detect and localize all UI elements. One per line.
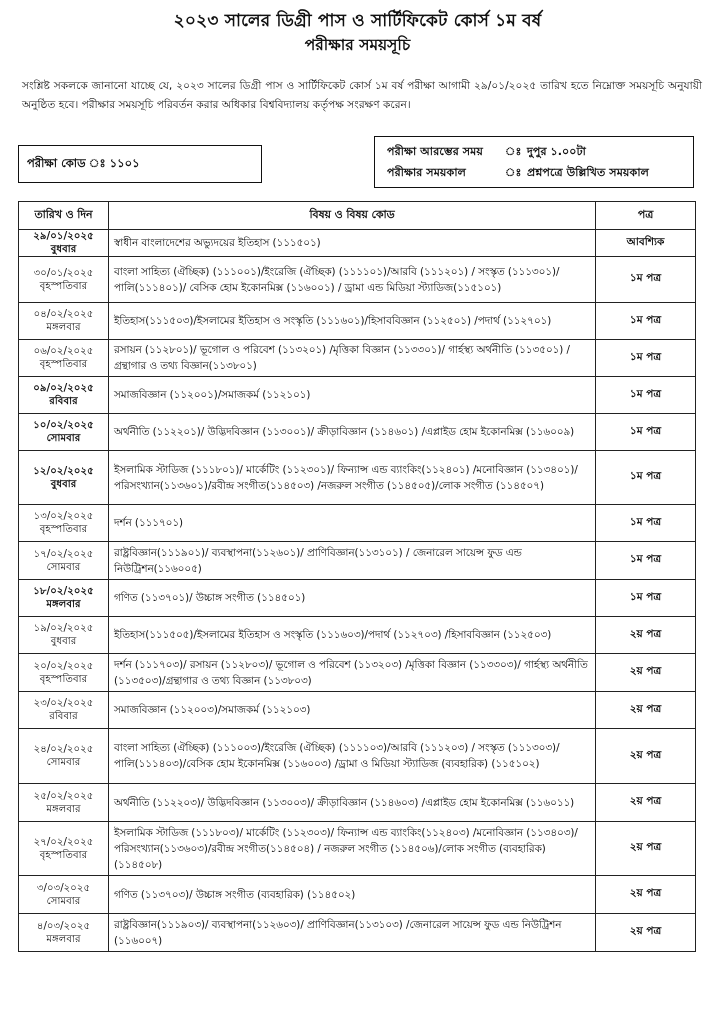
start-time-row (387, 142, 693, 163)
subject-cell: সমাজবিজ্ঞান (১১২০০১)/সমাজকর্ম (১১২১০১) (109, 377, 596, 414)
exam-day: সোমবার (46, 433, 81, 444)
exam-day: বুধবার (50, 244, 77, 255)
exam-date: ০৯/০২/২০২৫ (33, 383, 94, 394)
subject-cell: ইতিহাস(১১১৫০৫)/ইসলামের ইতিহাস ও সংস্কৃতি (১১১৬০৩)/পদার্থ (১১২৭০৩) /হিসাববিজ্ঞান (১১২৫০৩) (109, 617, 596, 654)
exam-date: ২৯/০১/২০২৫ (33, 231, 94, 242)
table-row (19, 692, 696, 729)
date-cell (19, 692, 109, 729)
exam-day: মঙ্গলবার (46, 803, 81, 815)
table-row (19, 505, 696, 542)
table-row (19, 914, 696, 952)
table-row (19, 230, 696, 257)
header-date: তারিখ ও দিন (19, 202, 109, 230)
notice-paragraph: সংশ্লিষ্ট সকলকে জানানো যাচ্ছে যে, ২০২৩ সালের ডিগ্রী পাস ও সার্টিফিকেট কোর্স ১ম বর্ষ পরীক্ষা আগামী ২৯/০১/২০২৫ তারিখ হতে নিম্নোক্ত সময়সূচি অনুযায়ী অনুষ্ঠিত হবে। পরীক্ষার সময়সূচি পরিবর্তন করার অধিকার বিশ্ববিদ্যালয় কর্তৃপক্ষ সংরক্ষণ করেন। (22, 80, 702, 111)
date-cell (19, 784, 109, 822)
paper-cell: আবশ্যিক (596, 230, 696, 257)
header-paper: পত্র (596, 202, 696, 230)
exam-day: বৃহস্পতিবার (39, 524, 88, 535)
date-cell (19, 451, 109, 505)
exam-date: ১৯/০২/২০২৫ (33, 623, 94, 634)
subject-cell: দর্শন (১১১৭০১) (109, 505, 596, 542)
paper-cell: ১ম পত্র (596, 542, 696, 580)
date-cell (19, 377, 109, 414)
duration-label: পরীক্ষার সময়কাল (387, 166, 466, 179)
document-title: ২০২৩ সালের ডিগ্রী পাস ও সার্টিফিকেট কোর্স ১ম বর্ষ (173, 11, 542, 31)
exam-date: ০৬/০২/২০২৫ (33, 346, 94, 357)
table-row (19, 414, 696, 451)
date-cell (19, 542, 109, 580)
exam-day: বৃহস্পতিবার (39, 280, 88, 292)
subject-cell: দর্শন (১১১৭০৩)/ রসায়ন (১১২৮০৩)/ ভূগোল ও পরিবেশ (১১৩২০৩) /মৃত্তিকা বিজ্ঞান (১১৩৩০৩)/ গার্হস্থ্য অর্থনীতি (১১৩৫০৩)/গ্রন্থাগার ও তথ্য বিজ্ঞান (১১৩৮০৩) (109, 654, 596, 692)
start-time-label: পরীক্ষা আরম্ভের সময় (387, 145, 483, 158)
table-row (19, 876, 696, 914)
exam-date: ২৪/০২/২০২৫ (33, 744, 94, 755)
paper-cell: ১ম পত্র (596, 257, 696, 303)
table-row (19, 257, 696, 303)
subject-cell: অর্থনীতি (১১২২০৩)/ উদ্ভিদবিজ্ঞান (১১৩০০৩)/ ক্রীড়াবিজ্ঞান (১১৪৬০৩) /এপ্লাইড হোম ইকোনমিক্স (১১৬০১১) (109, 784, 596, 822)
exam-date: ১০/০২/২০২৫ (33, 420, 94, 431)
paper-cell: ১ম পত্র (596, 451, 696, 505)
table-header-row (19, 202, 696, 230)
subject-cell: বাংলা সাহিত্য (ঐচ্ছিক) (১১১০০১)/ইংরেজি (ঐচ্ছিক) (১১১১০১)/আরবি (১১১২০১) / সংস্কৃত (১১১৩০১)/ পালি(১১১৪০১)/ বেসিক হোম ইকোনমিক্স (১১৬০০১) / ড্রামা এন্ড মিডিয়া স্ট্যাডিজ(১১৫১০১) (109, 257, 596, 303)
table-row (19, 784, 696, 822)
table-row (19, 580, 696, 617)
paper-cell: ১ম পত্র (596, 414, 696, 451)
exam-date: ১৩/০২/২০২৫ (33, 511, 94, 522)
paper-cell: ২য় পত্র (596, 692, 696, 729)
paper-cell: ২য় পত্র (596, 617, 696, 654)
exam-date: ১২/০২/২০২৫ (33, 465, 94, 477)
subject-cell: রসায়ন (১১২৮০১)/ ভূগোল ও পরিবেশ (১১৩২০১) /মৃত্তিকা বিজ্ঞান (১১৩৩০১)/ গার্হস্থ্য অর্থনীতি (১১৩৫০১) / গ্রন্থাগার ও তথ্য বিজ্ঞান(১১৩৮০১) (109, 340, 596, 377)
document-subtitle: পরীক্ষার সময়সূচি (304, 35, 411, 54)
subject-cell: অর্থনীতি (১১২২০১)/ উদ্ভিদবিজ্ঞান (১১৩০০১)/ ক্রীড়াবিজ্ঞান (১১৪৬০১) /এপ্লাইড হোম ইকোনমিক্স (১১৬০০৯) (109, 414, 596, 451)
exam-day: বৃহস্পতিবার (39, 359, 88, 370)
duration-row (387, 163, 693, 184)
date-cell (19, 580, 109, 617)
paper-cell: ১ম পত্র (596, 580, 696, 617)
table-row (19, 542, 696, 580)
exam-day: সোমবার (46, 895, 81, 907)
exam-code-box (18, 145, 262, 183)
duration-value: প্রশ্নপত্রে উল্লিখিত সময়কাল (527, 166, 649, 179)
exam-day: সোমবার (46, 757, 81, 768)
paper-cell: ২য় পত্র (596, 876, 696, 914)
paper-cell: ২য় পত্র (596, 822, 696, 876)
paper-cell: ২য় পত্র (596, 729, 696, 784)
exam-day: মঙ্গলবার (46, 933, 81, 945)
header-subject: বিষয় ও বিষয় কোড (109, 202, 596, 230)
paper-cell: ১ম পত্র (596, 340, 696, 377)
exam-date: ১৭/০২/২০২৫ (33, 548, 94, 560)
paper-cell: ২য় পত্র (596, 784, 696, 822)
table-row (19, 729, 696, 784)
table-row (19, 340, 696, 377)
table-row (19, 377, 696, 414)
subject-cell: ইসলামিক স্টাডিজ (১১১৮০৩)/ মার্কেটিং (১১২৩০৩)/ ফিন্যান্স এন্ড ব্যাংকিং(১১২৪০৩) /মনোবিজ্ঞান (১১৩৪০৩)/ পরিসংখ্যান(১১৩৬০৩)/রবীন্দ্র সংগীত(১১৪৫০৪) / নজরুল সংগীত (১১৪৫০৬)/লোক সংগীত (ব্যবহারিক) (১১৪৫০৮) (109, 822, 596, 876)
date-cell (19, 617, 109, 654)
date-cell (19, 654, 109, 692)
exam-day: বৃহস্পতিবার (39, 673, 88, 685)
date-cell (19, 340, 109, 377)
exam-date: ২৫/০২/২০২৫ (33, 790, 94, 802)
date-cell (19, 505, 109, 542)
date-cell (19, 230, 109, 257)
exam-date: ২০/০২/২০২৫ (33, 660, 94, 672)
date-cell (19, 876, 109, 914)
paper-cell: ২য় পত্র (596, 654, 696, 692)
exam-date: ১৮/০২/২০২৫ (33, 586, 94, 597)
schedule-table (18, 201, 696, 952)
subject-cell: গণিত (১১৩৭০১)/ উচ্চাঙ্গ সংগীত (১১৪৫০১) (109, 580, 596, 617)
subject-cell: স্বাধীন বাংলাদেশের অভ্যুদয়ের ইতিহাস (১১১৫০১) (109, 230, 596, 257)
date-cell (19, 914, 109, 952)
exam-date: ০৪/০২/২০২৫ (33, 309, 94, 320)
paper-cell: ১ম পত্র (596, 377, 696, 414)
subject-cell: বাংলা সাহিত্য (ঐচ্ছিক) (১১১০০৩)/ইংরেজি (ঐচ্ছিক) (১১১১০৩)/আরবি (১১১২০৩) / সংস্কৃত (১১১৩০৩)/ পালি(১১১৪০৩)/বেসিক হোম ইকোনমিক্স (১১৬০০৩) /ড্রামা ও মিডিয়া স্ট্যাডিজ (ব্যবহারিক) (১১৫১০২) (109, 729, 596, 784)
table-row (19, 654, 696, 692)
paper-cell: ২য় পত্র (596, 914, 696, 952)
exam-date: ৩০/০১/২০২৫ (33, 267, 94, 279)
date-cell (19, 303, 109, 340)
date-cell (19, 822, 109, 876)
subject-cell: রাষ্ট্রবিজ্ঞান(১১১৯০১)/ ব্যবস্থাপনা(১১২৬০১)/ প্রাণিবিজ্ঞান(১১৩১০১) / জেনারেল সায়েন্স ফুড এন্ড নিউট্রিশন(১১৬০০৫) (109, 542, 596, 580)
date-cell (19, 729, 109, 784)
exam-date: ৪/০৩/২০২৫ (36, 920, 91, 932)
subject-cell: সমাজবিজ্ঞান (১১২০০৩)/সমাজকর্ম (১১২১০৩) (109, 692, 596, 729)
exam-day: রবিবার (49, 711, 78, 722)
date-cell (19, 257, 109, 303)
exam-day: মঙ্গলবার (46, 599, 81, 610)
table-row (19, 451, 696, 505)
subject-cell: রাষ্ট্রবিজ্ঞান(১১১৯০৩)/ ব্যবস্থাপনা(১১২৬০৩)/ প্রাণিবিজ্ঞান(১১৩১০৩) /জেনারেল সায়েন্স ফুড এন্ড নিউট্রিশন (১১৬০০৭) (109, 914, 596, 952)
start-time-value: দুপুর ১.০০টা (527, 145, 586, 158)
start-time-separator: ঃ (505, 145, 522, 158)
exam-date: ৩/০৩/২০২৫ (36, 882, 91, 894)
exam-day: বৃহস্পতিবার (39, 849, 88, 861)
date-cell (19, 414, 109, 451)
paper-cell: ১ম পত্র (596, 505, 696, 542)
exam-time-box (374, 136, 694, 188)
exam-day: বুধবার (50, 636, 77, 647)
exam-date: ২৭/০২/২০২৫ (33, 836, 94, 848)
table-row (19, 303, 696, 340)
subject-cell: ইতিহাস(১১১৫০৩)/ইসলামের ইতিহাস ও সংস্কৃতি (১১১৬০১)/হিসাববিজ্ঞান (১১২৫০১) /পদার্থ (১১২৭০১) (109, 303, 596, 340)
exam-day: মঙ্গলবার (46, 322, 81, 333)
table-row (19, 822, 696, 876)
exam-date: ২৩/০২/২০২৫ (33, 698, 94, 709)
exam-day: রবিবার (49, 396, 78, 407)
exam-day: সোমবার (46, 561, 81, 573)
paper-cell: ১ম পত্র (596, 303, 696, 340)
subject-cell: ইসলামিক স্টাডিজ (১১১৮০১)/ মার্কেটিং (১১২৩০১)/ ফিন্যান্স এন্ড ব্যাংকিং(১১২৪০১) /মনোবিজ্ঞান (১১৩৪০১)/পরিসংখ্যান(১১৩৬০১)/রবীন্দ্র সংগীত(১১৪৫০৩) /নজরুল সংগীত (১১৪৫০৫)/লোক সংগীত (১১৪৫০৭) (109, 451, 596, 505)
exam-day: বুধবার (50, 478, 77, 490)
exam-code: পরীক্ষা কোড ঃ ১১০১ (27, 155, 140, 170)
duration-separator: ঃ (505, 166, 522, 179)
table-row (19, 617, 696, 654)
subject-cell: গণিত (১১৩৭০৩)/ উচ্চাঙ্গ সংগীত (ব্যবহারিক) (১১৪৫০২) (109, 876, 596, 914)
